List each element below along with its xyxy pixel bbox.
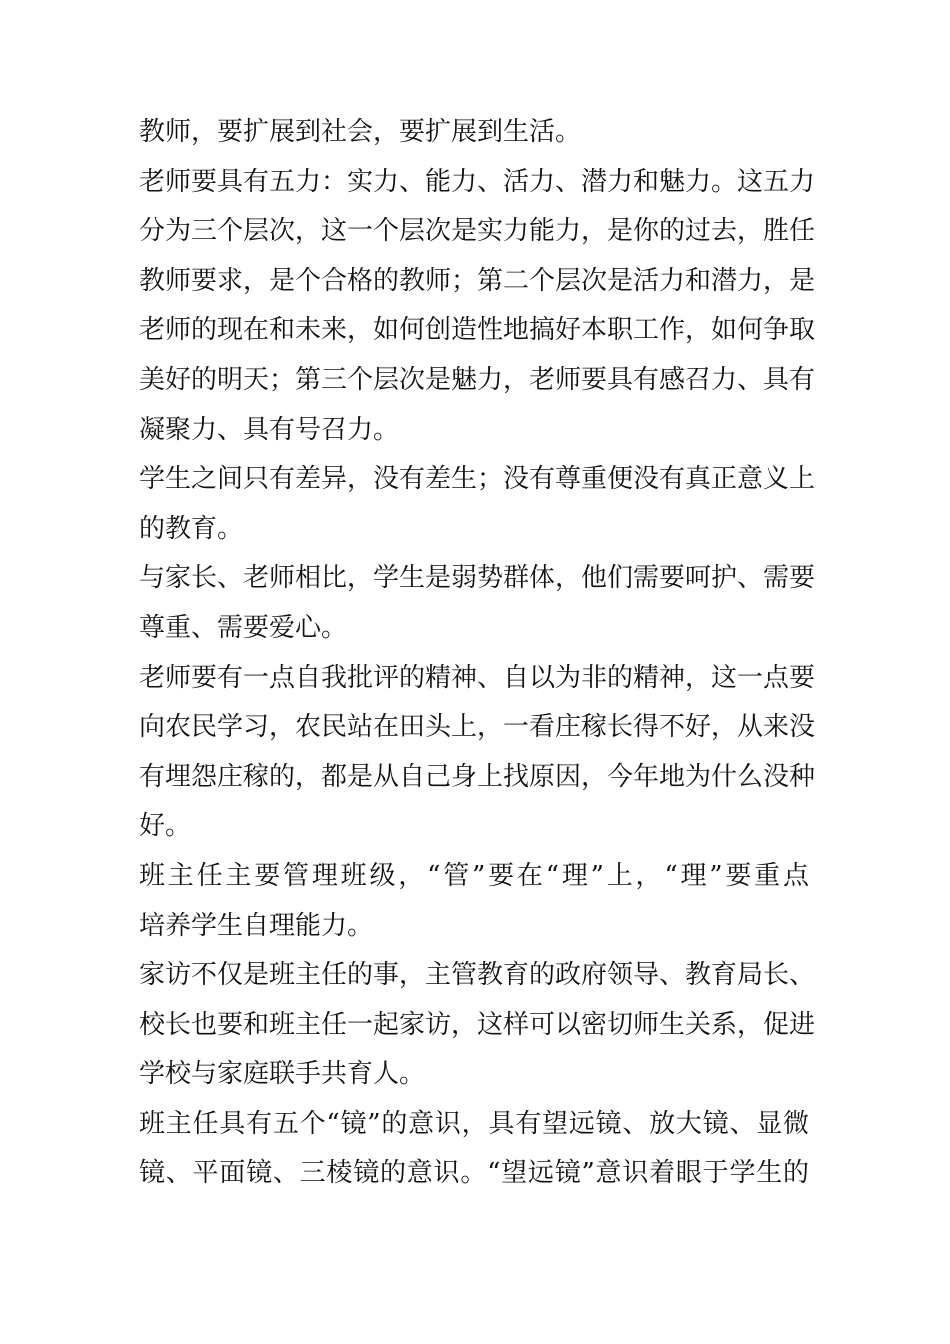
text-line: 校长也要和班主任一起家访，这样可以密切师生关系，促进	[139, 1009, 816, 1040]
text-line: 班主任具有五个“镜”的意识，具有望远镜、放大镜、显微	[139, 1108, 809, 1139]
text-line: 老师要具有五力：实力、能力、活力、潜力和魅力。这五力	[139, 166, 816, 197]
text-line: 镜、平面镜、三棱镜的意识。“望远镜”意识着眼于学生的	[139, 1158, 809, 1189]
paragraph-7	[139, 951, 816, 1100]
text-line: 美好的明天；第三个层次是魅力，老师要具有感召力、具有	[139, 364, 816, 395]
text-line: 家访不仅是班主任的事，主管教育的政府领导、教育局长、	[139, 960, 816, 991]
text-line: 教师要求，是个合格的教师；第二个层次是活力和潜力，是	[139, 265, 816, 296]
text-line: 尊重、需要爱心。	[139, 612, 348, 643]
text-line: 的教育。	[139, 513, 244, 544]
text-line: 分为三个层次，这一个层次是实力能力，是你的过去，胜任	[139, 216, 816, 247]
text-line: 好。	[139, 811, 192, 842]
paragraph-2	[139, 158, 816, 456]
paragraph-4	[139, 554, 816, 653]
text-line: 老师要有一点自我批评的精神、自以为非的精神，这一点要	[139, 662, 816, 693]
paragraph-3	[139, 455, 816, 554]
text-line: 向农民学习，农民站在田头上，一看庄稼长得不好，从来没	[139, 712, 816, 743]
text-line: 与家长、老师相比，学生是弱势群体，他们需要呵护、需要	[139, 563, 816, 594]
paragraph-6	[139, 852, 809, 951]
text-line: 学校与家庭联手共育人。	[139, 1059, 426, 1090]
text-line: 教师，要扩展到社会，要扩展到生活。	[139, 117, 582, 147]
text-line: 有埋怨庄稼的，都是从自己身上找原因，今年地为什么没种	[139, 761, 816, 792]
text-line: 凝聚力、具有号召力。	[139, 414, 400, 445]
paragraph-5	[139, 654, 816, 852]
text-line: 班主任主要管理班级，“管”要在“理”上，“理”要重点	[139, 860, 809, 891]
text-line: 培养学生自理能力。	[139, 910, 374, 941]
paragraph-1	[139, 108, 809, 158]
document-page	[139, 108, 816, 1199]
paragraph-8	[139, 1100, 809, 1199]
text-line: 学生之间只有差异，没有差生；没有尊重便没有真正意义上	[139, 464, 816, 495]
text-line: 老师的现在和未来，如何创造性地搞好本职工作，如何争取	[139, 315, 816, 346]
